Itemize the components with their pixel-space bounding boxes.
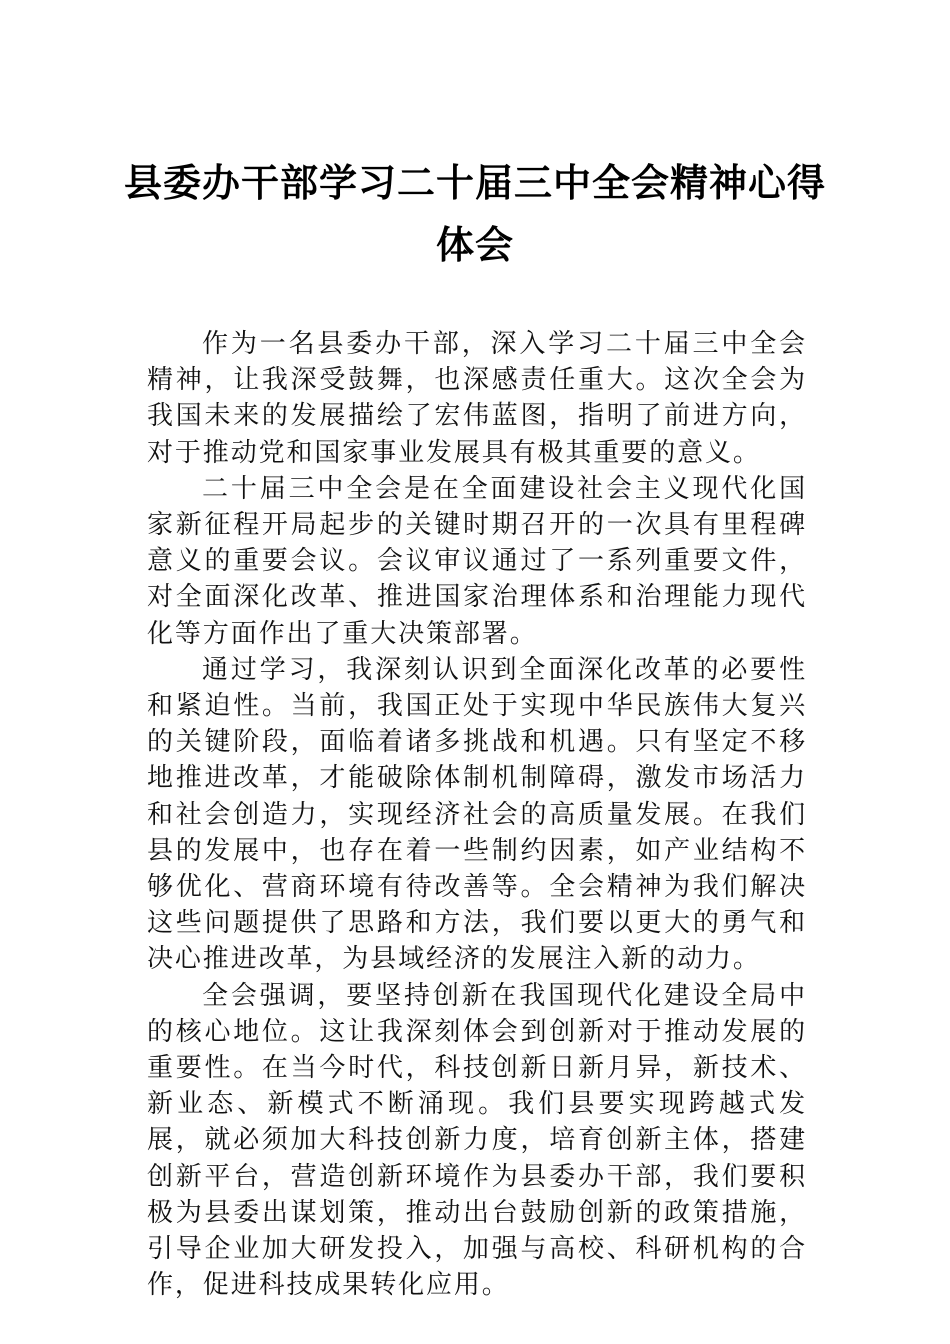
paragraph-1: 作为一名县委办干部，深入学习二十届三中全会精神，让我深受鼓舞，也深感责任重大。这次全会为我国未来的发展描绘了宏伟蓝图，指明了前进方向，对于推动党和国家事业发展具有极其重要的意义。 bbox=[147, 329, 807, 468]
document-title bbox=[120, 152, 830, 276]
title-line-2: 体会 bbox=[435, 222, 514, 267]
paragraph-3: 通过学习，我深刻认识到全面深化改革的必要性和紧迫性。当前，我国正处于实现中华民族伟大复兴的关键阶段，面临着诸多挑战和机遇。只有坚定不移地推进改革，才能破除体制机制障碍，激发市场活力和社会创造力，实现经济社会的高质量发展。在我们县的发展中，也存在着一些制约因素，如产业结构不够优化、营商环境有待改善等。全会精神为我们解决这些问题提供了思路和方法，我们要以更大的勇气和决心推进改革，为县域经济的发展注入新的动力。 bbox=[147, 654, 807, 975]
title-line-1: 县委办干部学习二十届三中全会精神心得 bbox=[123, 160, 826, 205]
document-body bbox=[147, 326, 807, 1303]
paragraph-4: 全会强调，要坚持创新在我国现代化建设全局中的核心地位。这让我深刻体会到创新对于推动发展的重要性。在当今时代，科技创新日新月异，新技术、新业态、新模式不断涌现。我们县要实现跨越式发展，就必须加大科技创新力度，培育创新主体，搭建创新平台，营造创新环境作为县委办干部，我们要积极为县委出谋划策，推动出台鼓励创新的政策措施，引导企业加大研发投入，加强与高校、科研机构的合作，促进科技成果转化应用。 bbox=[147, 980, 807, 1301]
paragraph-2: 二十届三中全会是在全面建设社会主义现代化国家新征程开局起步的关键时期召开的一次具有里程碑意义的重要会议。会议审议通过了一系列重要文件，对全面深化改革、推进国家治理体系和治理能力现代化等方面作出了重大决策部署。 bbox=[147, 473, 807, 649]
